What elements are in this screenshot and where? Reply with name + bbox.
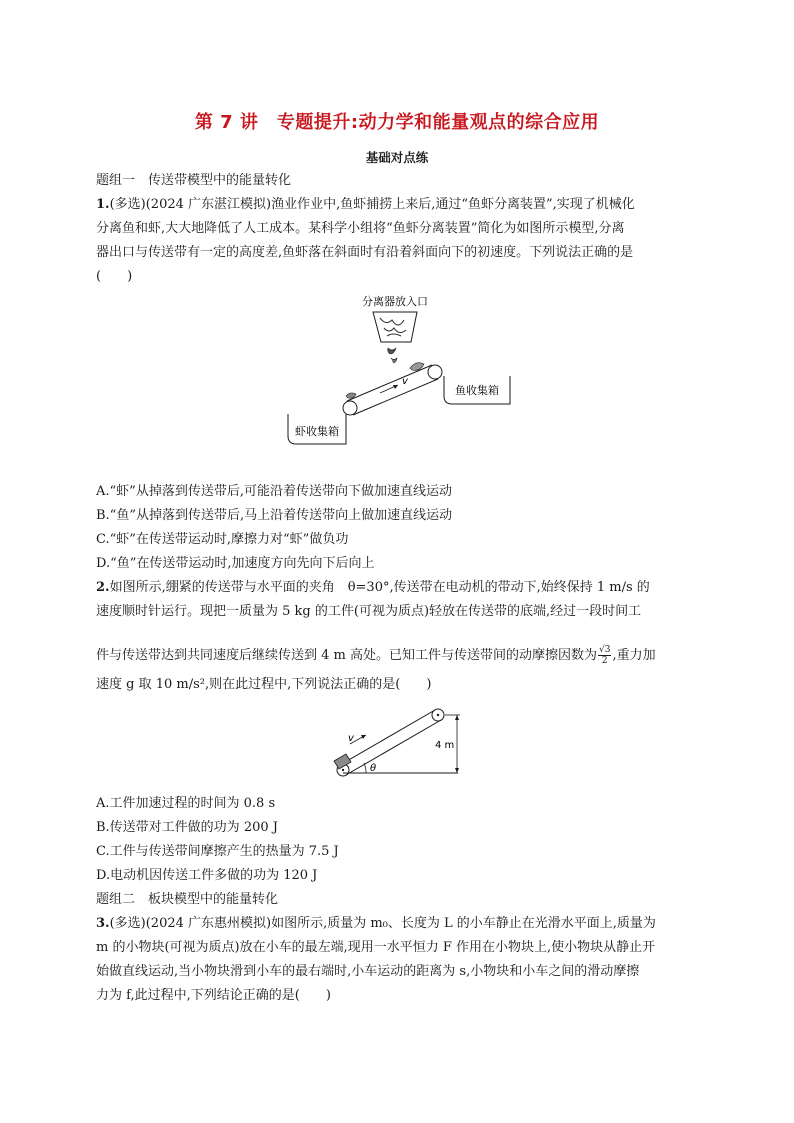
q1-option-c: C.“虾”在传送带运动时,摩擦力对“虾”做负功: [96, 532, 349, 547]
section-title: 基础对点练: [365, 150, 429, 165]
q3-line-3: 始做直线运动,当小物块滑到小车的最右端时,小车运动的距离为 s,小物块和小车之间的滑动摩擦: [96, 964, 640, 979]
q3-line-1: [96, 915, 656, 933]
q1-line-4: ( ): [96, 269, 133, 284]
q3-text-1: (多选)(2024 广东惠州模拟)如图所示,质量为 m₀、长度为 L 的小车静止在光滑水平面上,质量为: [109, 916, 656, 931]
group2-title: 题组二 板块模型中的能量转化: [96, 892, 279, 907]
q2-fraction: [598, 645, 611, 666]
q2-option-c: C.工件与传送带间摩擦产生的热量为 7.5 J: [96, 844, 339, 859]
inlet-label: 分离器放入口: [362, 295, 428, 308]
falling-animals: [388, 348, 397, 363]
q2-text-3a: 件与传送带达到共同速度后继续传送到 4 m 高处。已知工件与传送带间的动摩擦因数为: [96, 648, 597, 663]
fraction-numerator: √3: [599, 645, 611, 655]
q2-line-2: 速度顺时针运行。现把一质量为 5 kg 的工件(可视为质点)轻放在传送带的底端,经过一段时间工: [96, 604, 642, 619]
shrimp-box-label: 虾收集箱: [295, 425, 339, 438]
q2-text-1: 如图所示,绷紧的传送带与水平面的夹角 θ=30°,传送带在电动机的带动下,始终保持 1 m/s 的: [109, 580, 650, 595]
q1-figure: [280, 290, 530, 450]
q1-line-2: 分离鱼和虾,大大地降低了人工成本。某科学小组将“鱼虾分离装置”简化为如图所示模型,分离: [96, 221, 625, 236]
q2-line-4: 速度 g 取 10 m/s²,则在此过程中,下列说法正确的是( ): [96, 677, 432, 692]
fraction-denominator: 2: [601, 656, 608, 666]
angle-arc: [364, 763, 366, 773]
q2-number: 2.: [96, 580, 110, 595]
q1-line-1: [96, 196, 635, 214]
q2-text-3b: ,重力加: [612, 648, 656, 663]
q2-option-b: B.传送带对工件做的功为 200 J: [96, 820, 278, 835]
q2-figure: [326, 700, 471, 782]
q1-option-a: A.“虾”从掉落到传送带后,可能沿着传送带向下做加速直线运动: [96, 484, 452, 499]
q2-line-3: [96, 645, 656, 666]
q1-text-1: (多选)(2024 广东湛江模拟)渔业作业中,鱼虾捕捞上来后,通过“鱼虾分离装置”,实现了机械化: [109, 197, 635, 212]
height-label: 4 m: [435, 740, 455, 751]
q2-option-d: D.电动机因传送工件多做的功为 120 J: [96, 868, 318, 883]
conveyor-belt: [343, 365, 442, 415]
q1-velocity-label: v: [402, 376, 408, 387]
angle-label: θ: [370, 763, 377, 774]
q1-option-b: B.“鱼”从掉落到传送带后,马上沿着传送带向上做加速直线运动: [96, 508, 453, 523]
q2-line-1: [96, 579, 650, 597]
q2-velocity-label: v: [348, 733, 354, 744]
fish-box-label: 鱼收集箱: [455, 384, 499, 397]
q1-line-3: 器出口与传送带有一定的高度差,鱼虾落在斜面时有沿着斜面向下的初速度。下列说法正确的是: [96, 245, 634, 260]
page-title: 第 7 讲 专题提升:动力学和能量观点的综合应用: [194, 112, 600, 133]
separator-funnel: [373, 312, 417, 342]
q1-option-d: D.“鱼”在传送带运动时,加速度方向先向下后向上: [96, 556, 375, 571]
q3-number: 3.: [96, 916, 110, 931]
q2-option-a: A.工件加速过程的时间为 0.8 s: [96, 796, 276, 811]
group1-title: 题组一 传送带模型中的能量转化: [96, 173, 292, 188]
q3-line-2: m 的小物块(可视为质点)放在小车的最左端,现用一水平恒力 F 作用在小物块上,使小物块从静止开: [96, 940, 656, 955]
q3-line-4: 力为 f,此过程中,下列结论正确的是( ): [96, 988, 331, 1003]
q1-number: 1.: [96, 197, 110, 212]
